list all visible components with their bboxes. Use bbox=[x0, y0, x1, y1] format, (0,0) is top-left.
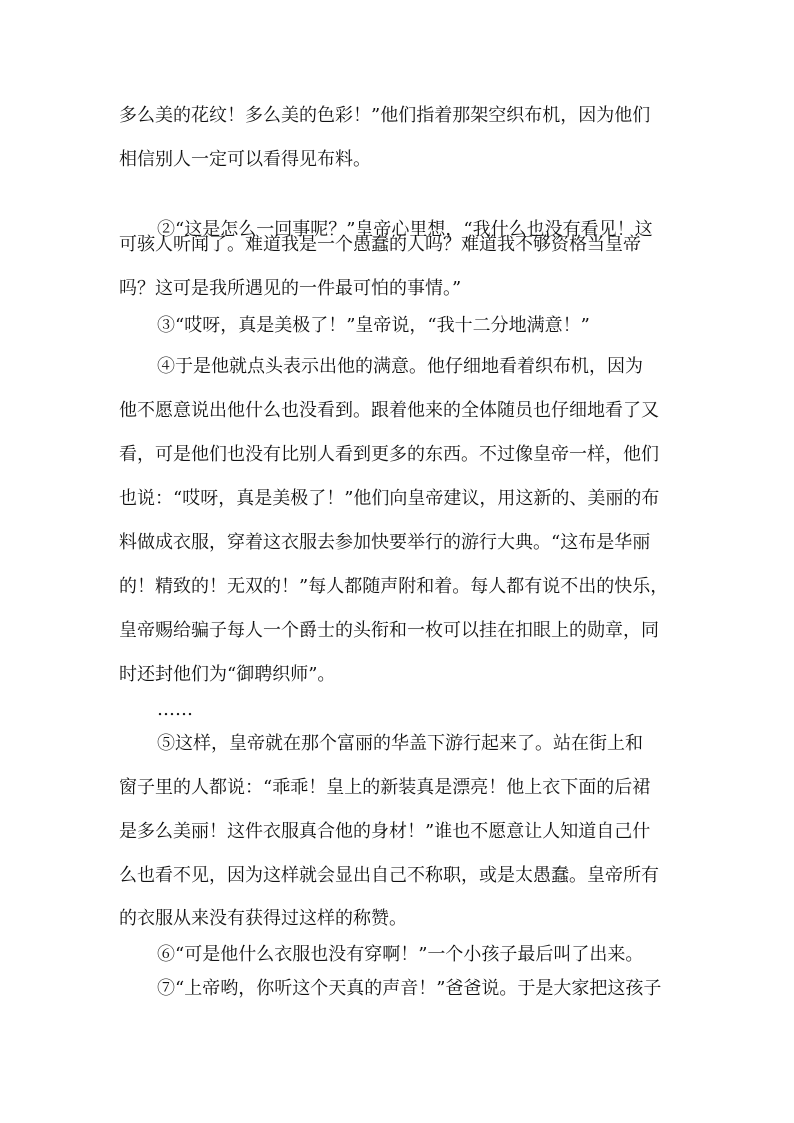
text-line: 的！精致的！无双的！”每人都随声附和着。每人都有说不出的快乐， bbox=[119, 576, 669, 597]
text-line: 料做成衣服，穿着这衣服去参加快要举行的游行大典。“这布是华丽 bbox=[119, 532, 651, 553]
text-line: 多么美的花纹！多么美的色彩！”他们指着那架空织布机，因为他们 bbox=[119, 105, 651, 126]
paragraph-4-line: ④于是他就点头表示出他的满意。他仔细地看着织布机，因为 bbox=[157, 356, 643, 377]
text-line: 窗子里的人都说：“乖乖！皇上的新装真是漂亮！他上衣下面的后裙 bbox=[119, 777, 651, 798]
paragraph-7-line: ⑦“上帝哟，你听这个天真的声音！”爸爸说。于是大家把这孩子 bbox=[157, 978, 662, 999]
text-line: 皇帝赐给骗子每人一个爵士的头衔和一枚可以挂在扣眼上的勋章，同 bbox=[119, 620, 659, 641]
text-line: 看，可是他们也没有比别人看到更多的东西。不过像皇帝一样，他们 bbox=[119, 444, 659, 465]
ellipsis-line: …… bbox=[157, 699, 193, 720]
text-line: 他不愿意说出他什么也没看到。跟着他来的全体随员也仔细地看了又 bbox=[119, 400, 659, 421]
paragraph-6-line: ⑥“可是他什么衣服也没有穿啊！”一个小孩子最后叫了出来。 bbox=[157, 944, 644, 965]
text-line: 可骇人听闻了。难道我是一个愚蠢的人吗？难道我不够资格当皇帝 bbox=[119, 234, 641, 255]
text-line: 是多么美丽！这件衣服真合他的身材！”谁也不愿意让人知道自己什 bbox=[119, 821, 651, 842]
paragraph-5-line: ⑤这样，皇帝就在那个富丽的华盖下游行起来了。站在街上和 bbox=[157, 733, 643, 754]
text-line: 时还封他们为“御聘织师”。 bbox=[119, 664, 336, 685]
paragraph-2-line: ②“这是怎么一回事呢？”皇帝心里想，“我什么也没有看见！这 bbox=[157, 219, 653, 240]
text-line: 吗？这可是我所遇见的一件最可怕的事情。” bbox=[119, 278, 462, 299]
text-line: 相信别人一定可以看得见布料。 bbox=[119, 149, 371, 170]
paragraph-3-line: ③“哎呀，真是美极了！”皇帝说，“我十二分地满意！” bbox=[157, 315, 590, 336]
text-line: 么也看不见，因为这样就会显出自己不称职，或是太愚蠢。皇帝所有 bbox=[119, 865, 659, 886]
text-line: 也说：“哎呀，真是美极了！”他们向皇帝建议，用这新的、美丽的布 bbox=[119, 488, 660, 509]
text-line: 的衣服从来没有获得过这样的称赞。 bbox=[119, 908, 407, 929]
